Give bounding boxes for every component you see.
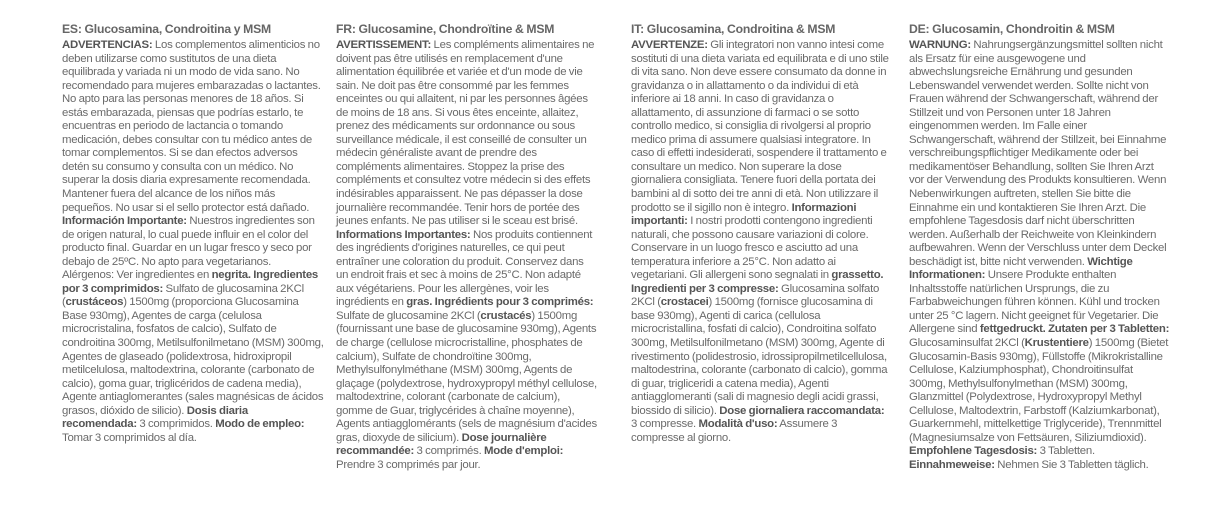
- ingredients-text: ) 1500mg (Bietet Glucosamin-Basis 930mg), Füllstoffe (Mikrokristalline Cellulose, Kalziumphosphat), Chondroitinsulfat 300mg, Methylsulfonylmethan (MSM) 300mg, Glanzmittel (Polydextrose, Hydroxypropyl Methyl Cellulose, Maltodextrin, Farbstoff (Kalziumkarbonat), Guarkernmehl, mittelkettige Triglyceride), Trennmittel (Magnesiumsalze von Fettsäuren, Siliziumdioxid).: [909, 337, 1169, 444]
- allergen-name: crostacei: [660, 296, 709, 309]
- warning-label: AVVERTENZE:: [631, 39, 708, 51]
- warning-label: ADVERTENCIAS:: [62, 39, 153, 51]
- column-body: [62, 39, 324, 445]
- column-french: [336, 22, 598, 473]
- info-text: Nos produits contiennent des ingrédients d'origines naturelles, ce qui peut entraîner une coloration du produit. Conservez dans un endroit frais et sec à moins de 25°C. Non adapté aux végétariens. Pour les allergènes, voir les ingrédients en: [336, 228, 593, 309]
- usage-label: Modo de empleo:: [215, 418, 305, 431]
- dose-text: 3 Tabletten.: [1037, 445, 1095, 458]
- dose-label: Dose giornaliera raccomandata:: [719, 404, 885, 417]
- dose-text: 3 comprimés.: [414, 445, 485, 458]
- column-title: DE: Glucosamin, Chondroitin & MSM: [909, 22, 1115, 36]
- info-label: Informations Importantes:: [336, 228, 471, 241]
- allergen-note-word: negrita: [211, 269, 248, 282]
- allergen-note-word: grassetto: [831, 269, 881, 282]
- usage-text: Tomar 3 comprimidos al día.: [62, 431, 197, 444]
- allergen-name: crustáceos: [65, 296, 124, 309]
- column-title: ES: Glucosamina, Condroitina y MSM: [62, 22, 271, 36]
- info-text: Nuestros ingredientes son de origen natural, lo cual puede influir en el color del producto final. Guardar en un lugar fresco y seco por debajo de 25ºC. No apto para vegetarianos. Alérgenos: Ver ingredientes en: [62, 215, 315, 282]
- column-italian: [631, 22, 893, 445]
- info-text: Unsere Produkte enthalten Inhaltsstoffe natürlichen Ursprungs, die zu Farbabweichungen führen können. Kühl und trocken unter 25 °C lagern. Nicht geeignet für Vegetarier. Die Allergene sind: [909, 269, 1160, 336]
- warning-label: WARNUNG:: [909, 39, 971, 51]
- ingredients-text: ) 1500mg (fornisce glucosamina di base 930mg), Agenti di carica (cellulosa microcristallina, fosfati di calcio), Condroitina solfato 300mg, Metilsulfonilmetano (MSM) 300mg, Agente di rivestimento (polidestrosio, idrossipropilmetilcellulosa, maltodestrina, colorante (carbonato di calcio), gomma di guar, trigliceridi a catena media), Agenti antiagglomeranti (sali di magnesio degli acidi grassi, biossido di silicio).: [631, 296, 888, 417]
- dose-text: 3 comprimidos.: [136, 418, 216, 431]
- info-text: I nostri prodotti contengono ingredienti naturali, che possono causare variazioni di colore. Conservare in un luogo fresco e asciutto ad una temperatura inferiore a 25°C. Non adatto ai vegetariani. Gli allergeni sono segnalati in: [631, 215, 873, 282]
- info-label: Wichtige Informationen:: [909, 255, 1133, 282]
- ingredients-label: . Ingredienti per 3 compresse:: [631, 269, 884, 295]
- info-label: Informazioni importanti:: [631, 201, 857, 228]
- dose-text: 3 compresse.: [631, 418, 699, 431]
- column-german: [909, 22, 1171, 473]
- warning-text: Les compléments alimentaires ne doivent pas être utilisés en remplacement d'une alimentation équilibrée et variée et d'un mode de vie sain. Ne doit pas être consommé par les femmes enceintes ou qui allaitent, ni par les personnes âgées de moins de 18 ans. Si vous êtes enceinte, allaitez, prenez des médicaments sur ordonnance ou sous surveillance médicale, il est conseillé de consulter un médecin généraliste avant de prendre des compléments alimentaires. Stoppez la prise des compléments et consultez votre médecin si des effets indésirables apparaissent. Ne pas dépasser la dose journalière recommandée. Tenir hors de portée des jeunes enfants. Ne pas utiliser si le sceau est brisé.: [336, 39, 595, 228]
- warning-text: Los complementos alimenticios no deben utilizarse como sustitutos de una dieta equilibrada y variada ni un modo de vida sano. No recomendado para mujeres embarazadas o lactantes. No apto para las personas menores de 18 años. Si estás embarazada, piensas que podrías estarlo, te encuentras en periodo de lactancia o tomando medicación, debes consultar con tu médico antes de tomar complementos. Si se dan efectos adversos detén su consumo y consulta con un médico. No superar la dosis diaria expresamente recomendada. Mantener fuera del alcance de los niños más pequeños. No usar si el sello protector está dañado.: [62, 39, 321, 214]
- dose-label: Dosis diaria recomendada:: [62, 404, 248, 431]
- ingredients-text: Glucosaminsulfat 2KCl (: [909, 337, 1025, 350]
- column-body: [909, 39, 1171, 473]
- ingredients-label: . Zutaten per 3 Tabletten:: [1042, 323, 1170, 336]
- ingredients-text: Sulfato de glucosamina 2KCl (: [62, 282, 304, 309]
- ingredients-text: Sulfate de glucosamine 2KCl (: [336, 309, 481, 322]
- usage-label: Mode d'emploi:: [484, 445, 564, 458]
- allergen-note-word: fettgedruckt: [979, 323, 1043, 336]
- warning-text: Nahrungsergänzungsmittel sollten nicht als Ersatz für eine ausgewogene und abwechslungsreiche Ernährung und gesunden Lebenswandel verwendet werden. Sollte nicht von Frauen während der Schwangerschaft, während der Stillzeit und von Personen unter 18 Jahren eingenommen werden. Im Falle einer Schwangerschaft, während der Stillzeit, bei Einnahme verschreibungspflichtiger Medikamente oder bei medikamentöser Behandlung, sollten Sie Ihren Arzt vor der Verwendung des Produkts konsultieren. Wenn Nebenwirkungen auftreten, stellen Sie bitte die Einnahme ein und kontaktieren Sie Ihren Arzt. Die empfohlene Tagesdosis darf nicht überschritten werden. Außerhalb der Reichweite von Kleinkindern aufbewahren. Wenn der Verschluss unter dem Deckel beschädigt ist, bitte nicht verwenden.: [909, 39, 1167, 268]
- allergen-note-word: gras: [406, 296, 430, 309]
- ingredients-label: . Ingredientes por 3 comprimidos:: [62, 269, 318, 295]
- usage-text: Assumere 3 compresse al giorno.: [631, 418, 838, 444]
- column-title: IT: Glucosamina, Condroitina & MSM: [631, 22, 836, 36]
- column-spanish: [62, 22, 324, 445]
- dose-label: Empfohlene Tagesdosis:: [909, 445, 1038, 458]
- warning-text: Gli integratori non vanno intesi come sostituti di una dieta variata ed equilibrata e di uno stile di vita sano. Non deve essere consumato da donne in gravidanza o in allattamento o da individui di età inferiore ai 18 anni. In caso di gravidanza o allattamento, di assunzione di farmaci o se sotto controllo medico, si consiglia di rivolgersi al proprio medico prima di assumere qualsiasi integratore. In caso di effetti indesiderati, sospendere il trattamento e consultare un medico. Non superare la dose giornaliera consigliata. Tenere fuori della portata dei bambini al di sotto dei tre anni di età. Non utilizzare il prodotto se il sigillo non è integro.: [631, 39, 889, 214]
- ingredients-text: ) 1500mg (fournissant une base de glucosamine 930mg), Agents de charge (cellulose microcristalline, phosphates de calcium), Sulfate de chondroïtine 300mg, Methylsulfonylméthane (MSM) 300mg, Agents de glaçage (polydextrose, hydroxypropyl méthyl cellulose, maltodextrine, colorant (carbonate de calcium), gomme de Guar, triglycérides à chaîne moyenne), Agents antiagglomérants (sels de magnésium d'acides gras, dioxyde de silicium).: [336, 309, 597, 444]
- usage-label: Modalità d'uso:: [698, 418, 778, 431]
- warning-label: AVERTISSEMENT:: [336, 39, 432, 51]
- column-body: [631, 39, 893, 445]
- usage-text: Prendre 3 comprimés par jour.: [336, 458, 481, 471]
- allergen-name: Krustentiere: [1024, 337, 1089, 350]
- column-body: [336, 39, 598, 473]
- column-title: FR: Glucosamine, Chondroïtine & MSM: [336, 22, 555, 36]
- allergen-name: crustacés: [480, 309, 532, 322]
- ingredients-text: ) 1500mg (proporciona Glucosamina Base 930mg), Agentes de carga (celulosa microcristalina, fosfatos de calcio), Sulfato de condroitina 300mg, Metilsulfonilmetano (MSM) 300mg, Agentes de glaseado (polidextrosa, hidroxipropil metilcelulosa, maltodextrina, colorante (carbonato de calcio), goma guar, triglicéridos de cadena media), Agente antiaglomerantes (sales magnésicas de ácidos grasos, dióxido de silicio).: [62, 296, 324, 417]
- usage-label: Einnahmeweise:: [909, 458, 995, 471]
- usage-text: Nehmen Sie 3 Tabletten täglich.: [994, 458, 1149, 471]
- info-label: Información Importante:: [62, 215, 187, 228]
- dose-label: Dose journalière recommandée:: [336, 431, 547, 458]
- ingredients-text: Glucosamina solfato 2KCl (: [631, 282, 880, 309]
- ingredients-label: . Ingrédients pour 3 comprimés:: [429, 296, 594, 309]
